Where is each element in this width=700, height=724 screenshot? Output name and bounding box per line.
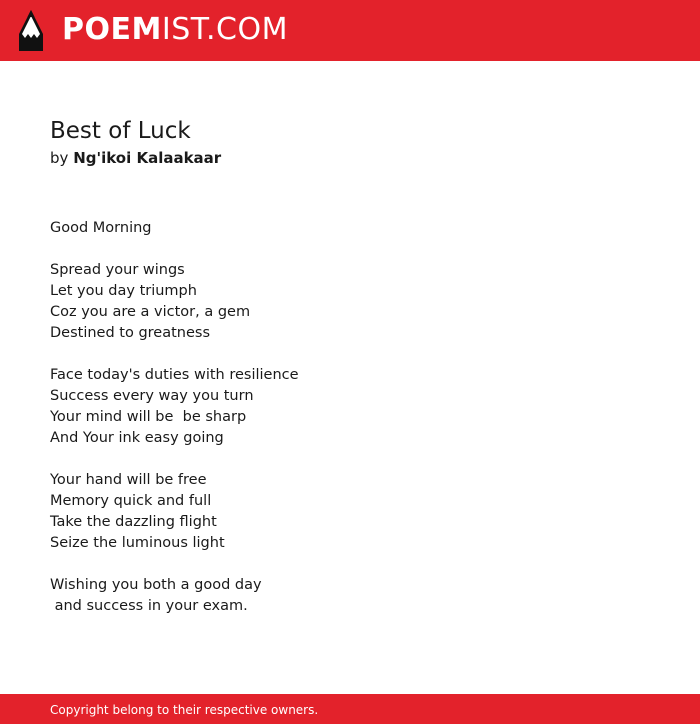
stanza [50, 470, 650, 554]
copyright-text: Copyright belong to their respective owners. [50, 703, 319, 717]
author-name: Ng'ikoi Kalaakaar [73, 149, 222, 167]
poem-line: And Your ink easy going [50, 430, 224, 446]
poem-line: Your hand will be free [50, 472, 207, 488]
stanza [50, 365, 650, 449]
poem-line: Destined to greatness [50, 325, 211, 341]
poem-line: Seize the luminous light [50, 535, 225, 551]
poem-title: Best of Luck [50, 118, 191, 144]
by-label: by [50, 149, 69, 167]
poem-line: Your mind will be be sharp [50, 409, 247, 425]
site-logo[interactable] [62, 12, 288, 48]
poem-line: Let you day triumph [50, 283, 197, 299]
poem-line: Take the dazzling flight [50, 514, 217, 530]
poem-line: Wishing you both a good day [50, 577, 262, 593]
byline [50, 148, 221, 168]
poem-line: Memory quick and full [50, 493, 212, 509]
poem-line: Good Morning [50, 220, 152, 236]
stanza [50, 575, 650, 617]
stanza [50, 218, 650, 239]
poem-body [50, 218, 650, 638]
site-footer [0, 694, 700, 724]
poem-line: Spread your wings [50, 262, 185, 278]
poem-line: and success in your exam. [50, 598, 248, 614]
stanza [50, 260, 650, 344]
poem-line: Face today's duties with resilience [50, 367, 299, 383]
logo-light-text: IST.COM [161, 12, 288, 47]
poem-line: Success every way you turn [50, 388, 254, 404]
site-header [0, 0, 700, 61]
logo-bold-text: POEM [62, 12, 162, 47]
pencil-tip-icon[interactable] [17, 9, 45, 52]
poem-line: Coz you are a victor, a gem [50, 304, 251, 320]
